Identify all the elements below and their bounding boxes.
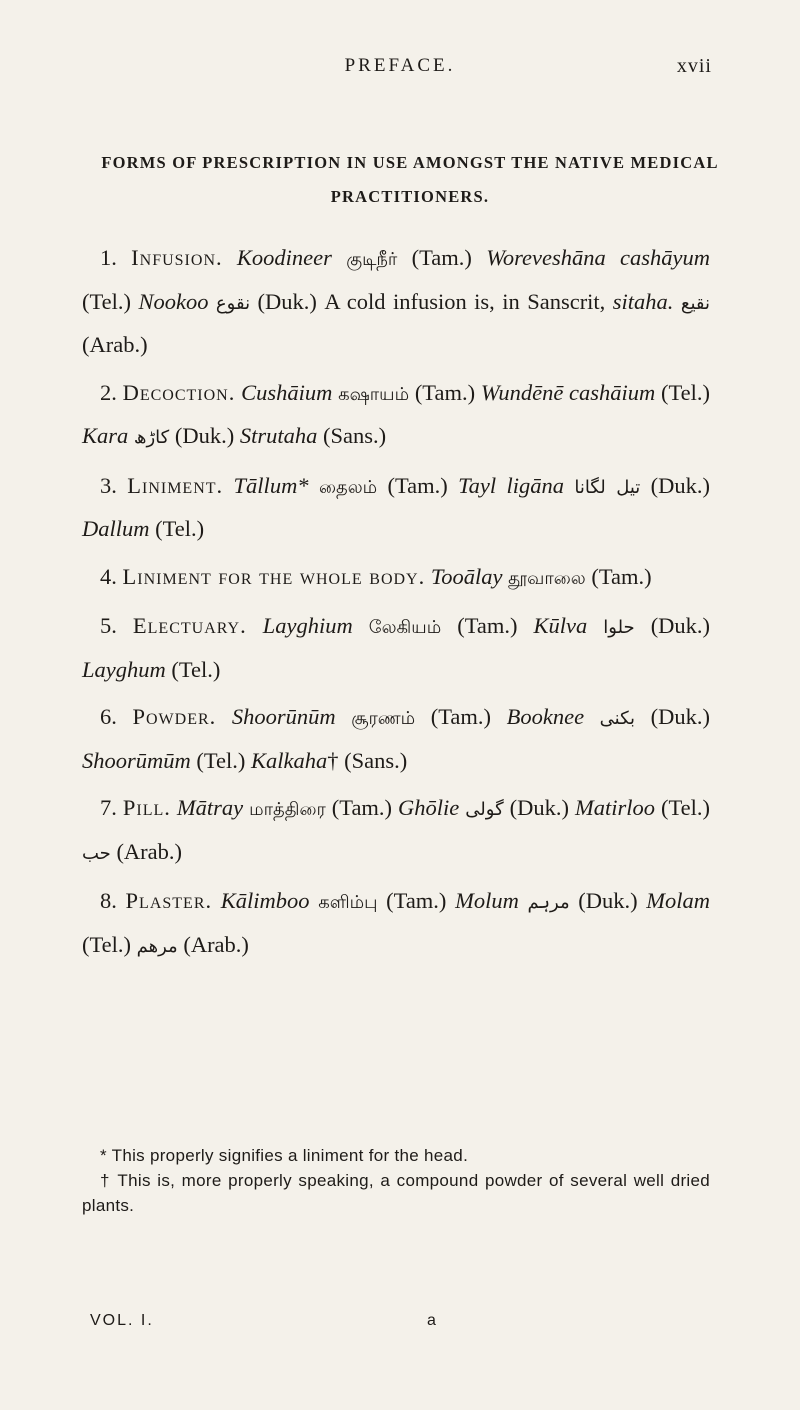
footnote: * This properly signifies a liniment for the head. — [100, 1146, 469, 1165]
prescription-entry — [82, 605, 710, 690]
vernacular-term: Tāllum* — [233, 472, 309, 498]
section-title: FORMS OF PRESCRIPTION IN USE AMONGST THE NATIVE MEDICAL PRACTITIONERS. — [101, 153, 719, 206]
page-header — [0, 55, 800, 85]
vernacular-term: Kūlva — [533, 613, 588, 638]
entry-heading: Electuary. — [132, 613, 247, 638]
vernacular-term: Kālimboo — [220, 888, 310, 913]
entry-text: (Arab.) — [177, 931, 249, 957]
prescription-entry — [82, 556, 710, 600]
native-script-term: مرهم — [136, 935, 178, 957]
native-script-term: نقوع — [215, 292, 251, 314]
native-script-term: نقيع — [680, 292, 710, 314]
vernacular-term: Matirloo — [574, 795, 655, 820]
prescription-entry — [82, 787, 710, 874]
entry-text: (Tel.) — [190, 747, 252, 773]
prescription-entry — [82, 465, 710, 550]
vernacular-term: Wundēnē cashāium — [480, 379, 656, 405]
vernacular-term: Molam — [646, 888, 711, 913]
entry-text — [223, 473, 233, 498]
entry-text — [332, 245, 346, 270]
entry-heading: Decoction. — [122, 379, 236, 405]
entry-text — [309, 473, 319, 498]
entry-text: (Duk.) — [635, 704, 711, 729]
entry-number: 4. — [100, 563, 117, 589]
prescription-entry — [82, 880, 710, 967]
entry-text: (Tam.) — [377, 472, 459, 498]
native-script-term: தைலம் — [318, 476, 378, 498]
vernacular-term: Ghōlie — [398, 795, 460, 820]
entry-text: (Duk.) — [169, 423, 240, 448]
entry-text: (Arab.) — [110, 838, 183, 864]
entry-heading: Pill. — [122, 795, 171, 820]
entry-text: (Tel.) — [165, 656, 221, 682]
native-script-term: مرہم — [527, 892, 570, 913]
entry-text — [310, 888, 319, 913]
native-script-term: کاڑھ — [133, 427, 170, 448]
entry-text: (Tam.) — [377, 888, 456, 913]
vernacular-term: Kalkaha — [251, 747, 328, 773]
entry-text: (Duk.) — [503, 795, 575, 820]
vernacular-term: Layghium — [262, 613, 353, 638]
entry-text — [584, 704, 600, 729]
footnotes — [82, 1143, 710, 1218]
entry-text — [247, 613, 263, 638]
native-script-term: லேகியம் — [368, 617, 442, 638]
vernacular-term: Dallum — [82, 516, 150, 541]
entry-text: (Tam.) — [409, 379, 481, 405]
entry-number: 6. — [100, 704, 117, 729]
vernacular-term: Shoorūnūm — [231, 704, 336, 729]
entry-text — [336, 704, 352, 729]
footnote: † This is, more properly speaking, a compound powder of several well dried plants. — [82, 1171, 710, 1215]
volume-label: VOL. I. — [90, 1312, 154, 1329]
vernacular-term: Booknee — [506, 704, 585, 729]
prescription-entry — [82, 696, 710, 781]
entry-text: (Sans.) — [317, 423, 387, 448]
entry-heading: Liniment for the whole body. — [122, 563, 426, 589]
native-script-term: கஷாயம் — [338, 383, 410, 405]
entry-text: † (Sans.) — [327, 747, 408, 773]
vernacular-term: Kara — [82, 423, 129, 448]
entry-text: (Tam.) — [415, 704, 507, 729]
entry-text — [564, 473, 574, 498]
running-title: PREFACE. — [344, 55, 456, 76]
entry-text — [673, 289, 680, 314]
native-script-term: தூவாலை — [508, 567, 586, 589]
vernacular-term: Shoorūmūm — [82, 747, 191, 773]
vernacular-term: Mātray — [176, 795, 244, 820]
entry-heading: Liniment. — [127, 472, 224, 498]
entry-text: (Duk.) — [640, 472, 711, 498]
entry-text — [587, 613, 603, 638]
prescription-list — [82, 237, 710, 973]
entry-text: (Duk.) A cold infusion is, in Sanscrit, — [250, 288, 613, 314]
native-script-term: حلوا — [603, 617, 635, 638]
entry-heading: Plaster. — [125, 888, 213, 913]
entry-heading: Infusion. — [131, 245, 223, 270]
native-script-term: بکنی — [599, 708, 636, 729]
entry-text: (Duk.) — [569, 888, 647, 913]
entry-heading: Powder. — [132, 704, 217, 729]
entry-text: (Tel.) — [654, 795, 710, 820]
prescription-entry — [82, 372, 710, 459]
vernacular-term: Nookoo — [138, 288, 209, 314]
native-script-term: تیل لگانا — [574, 476, 641, 498]
vernacular-term: Molum — [455, 888, 519, 913]
entry-text — [223, 245, 237, 270]
native-script-term: حب — [82, 842, 111, 864]
vernacular-term: Layghum — [82, 656, 166, 682]
entry-text: (Tam.) — [441, 613, 534, 638]
signature-mark: a — [427, 1312, 436, 1329]
entry-text — [216, 704, 232, 729]
entry-text: (Tam.) — [397, 245, 487, 270]
native-script-term: மாத்திரை — [249, 799, 326, 820]
native-script-term: களிம்பு — [318, 892, 378, 913]
entry-text — [208, 289, 215, 314]
entry-text — [212, 888, 221, 913]
entry-text: (Duk.) — [634, 613, 711, 638]
page-footer — [82, 1312, 710, 1342]
entry-number: 3. — [100, 472, 117, 498]
entry-number: 5. — [100, 613, 117, 638]
entry-text: (Tel.) — [82, 288, 139, 314]
entry-text — [353, 613, 369, 638]
vernacular-term: Cushāium — [241, 379, 333, 405]
vernacular-term: Woreveshāna cashāyum — [486, 245, 711, 270]
vernacular-term: sitaha. — [612, 288, 674, 314]
entry-text: (Tel.) — [149, 516, 205, 541]
prescription-entry — [82, 237, 710, 366]
native-script-term: சூரணம் — [351, 708, 416, 729]
entry-number: 1. — [100, 245, 117, 270]
native-script-term: குடிநீர் — [346, 249, 398, 270]
native-script-term: گولی — [465, 799, 504, 820]
entry-text: (Tel.) — [82, 931, 137, 957]
entry-number: 2. — [100, 379, 117, 405]
page-number: xvii — [676, 55, 712, 77]
entry-text: (Arab.) — [82, 332, 148, 357]
vernacular-term: Koodineer — [236, 245, 332, 270]
vernacular-term: Strutaha — [239, 423, 318, 448]
entry-number: 8. — [100, 888, 117, 913]
entry-text: (Tel.) — [655, 379, 711, 405]
entry-text: (Tam.) — [585, 563, 652, 589]
entry-number: 7. — [100, 795, 117, 820]
vernacular-term: Tayl ligāna — [458, 472, 564, 498]
vernacular-term: Tooālay — [430, 563, 503, 589]
entry-text: (Tam.) — [325, 795, 399, 820]
